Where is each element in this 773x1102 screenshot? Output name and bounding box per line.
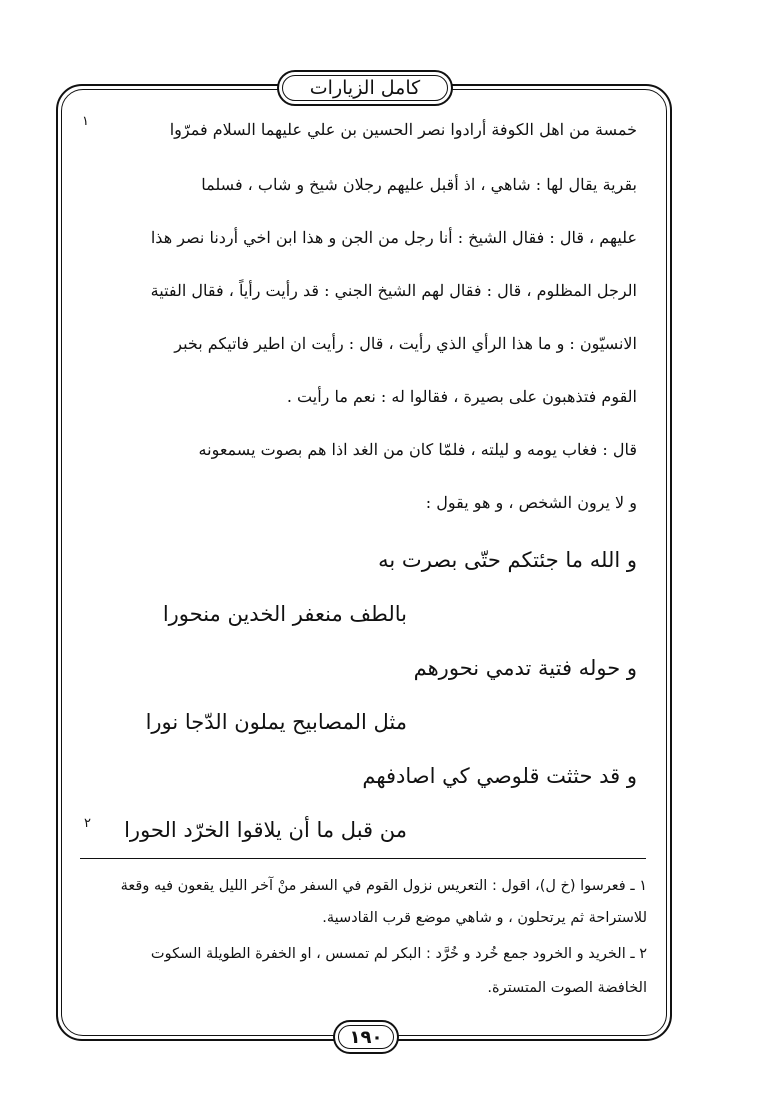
text-line: الانسيّون : و ما هذا الرأي الذي رأيت ، قال : رأيت ان اطير فاتيكم بخبر [174, 334, 637, 353]
page-number: ١٩٠ [349, 1026, 383, 1048]
footnote-marker-2: ٢ [84, 816, 91, 831]
footnote-separator [80, 858, 646, 859]
text-line: بقرية يقال لها : شاهي ، اذ أقبل عليهم رجلان شيخ و شاب ، فسلما [201, 175, 637, 194]
poem-verse-second: مثل المصابيح يملون الدّجا نورا [145, 710, 407, 734]
text-line: خمسة من اهل الكوفة أرادوا نصر الحسين بن علي عليهما السلام فمرّوا [169, 120, 637, 139]
poem-verse-second: بالطف منعفر الخدين منحورا [162, 602, 407, 626]
text-line: القوم فتذهبون على بصيرة ، فقالوا له : نعم ما رأيت . [286, 387, 637, 406]
poem-verse-first: و قد حثثت قلوصي كي اصادفهم [362, 764, 637, 788]
text-line: الرجل المظلوم ، قال : فقال لهم الشيخ الجني : قد رأيت رأياً ، فقال الفتية [150, 281, 637, 300]
footnote-line: ٢ ـ الخريد و الخرود جمع خُرد و خُرَّد : البكر لم تمسس ، او الخفرة الطويلة السكوت [150, 946, 647, 962]
footnote-line: للاستراحة ثم يرتحلون ، و شاهي موضع قرب القادسية. [322, 910, 647, 926]
running-header [277, 70, 453, 106]
footnote-line: ١ ـ فعرسوا (خ ل)، اقول : التعريس نزول القوم في السفر منْ آخر الليل يقعون فيه وقعة [120, 878, 647, 894]
poem-verse-first: و الله ما جئتكم حتّى بصرت به [378, 548, 637, 572]
poem-verse-first: و حوله فتية تدمي نحورهم [413, 656, 637, 680]
footnote-line: الخافضة الصوت المتسترة. [487, 980, 647, 996]
text-line: قال : فغاب يومه و ليلته ، فلمّا كان من الغد اذا هم بصوت يسمعونه [198, 440, 637, 459]
footnote-marker-1: ١ [82, 114, 89, 129]
poem-verse-second: من قبل ما أن يلاقوا الخرّد الحورا [124, 818, 407, 842]
page-number-box [333, 1020, 399, 1054]
text-line: عليهم ، قال : فقال الشيخ : أنا رجل من الجن و هذا ابن اخي أردنا نصر هذا [150, 228, 637, 247]
text-line: و لا يرون الشخص ، و هو يقول : [425, 493, 637, 512]
book-title: كامل الزيارات [309, 77, 421, 99]
